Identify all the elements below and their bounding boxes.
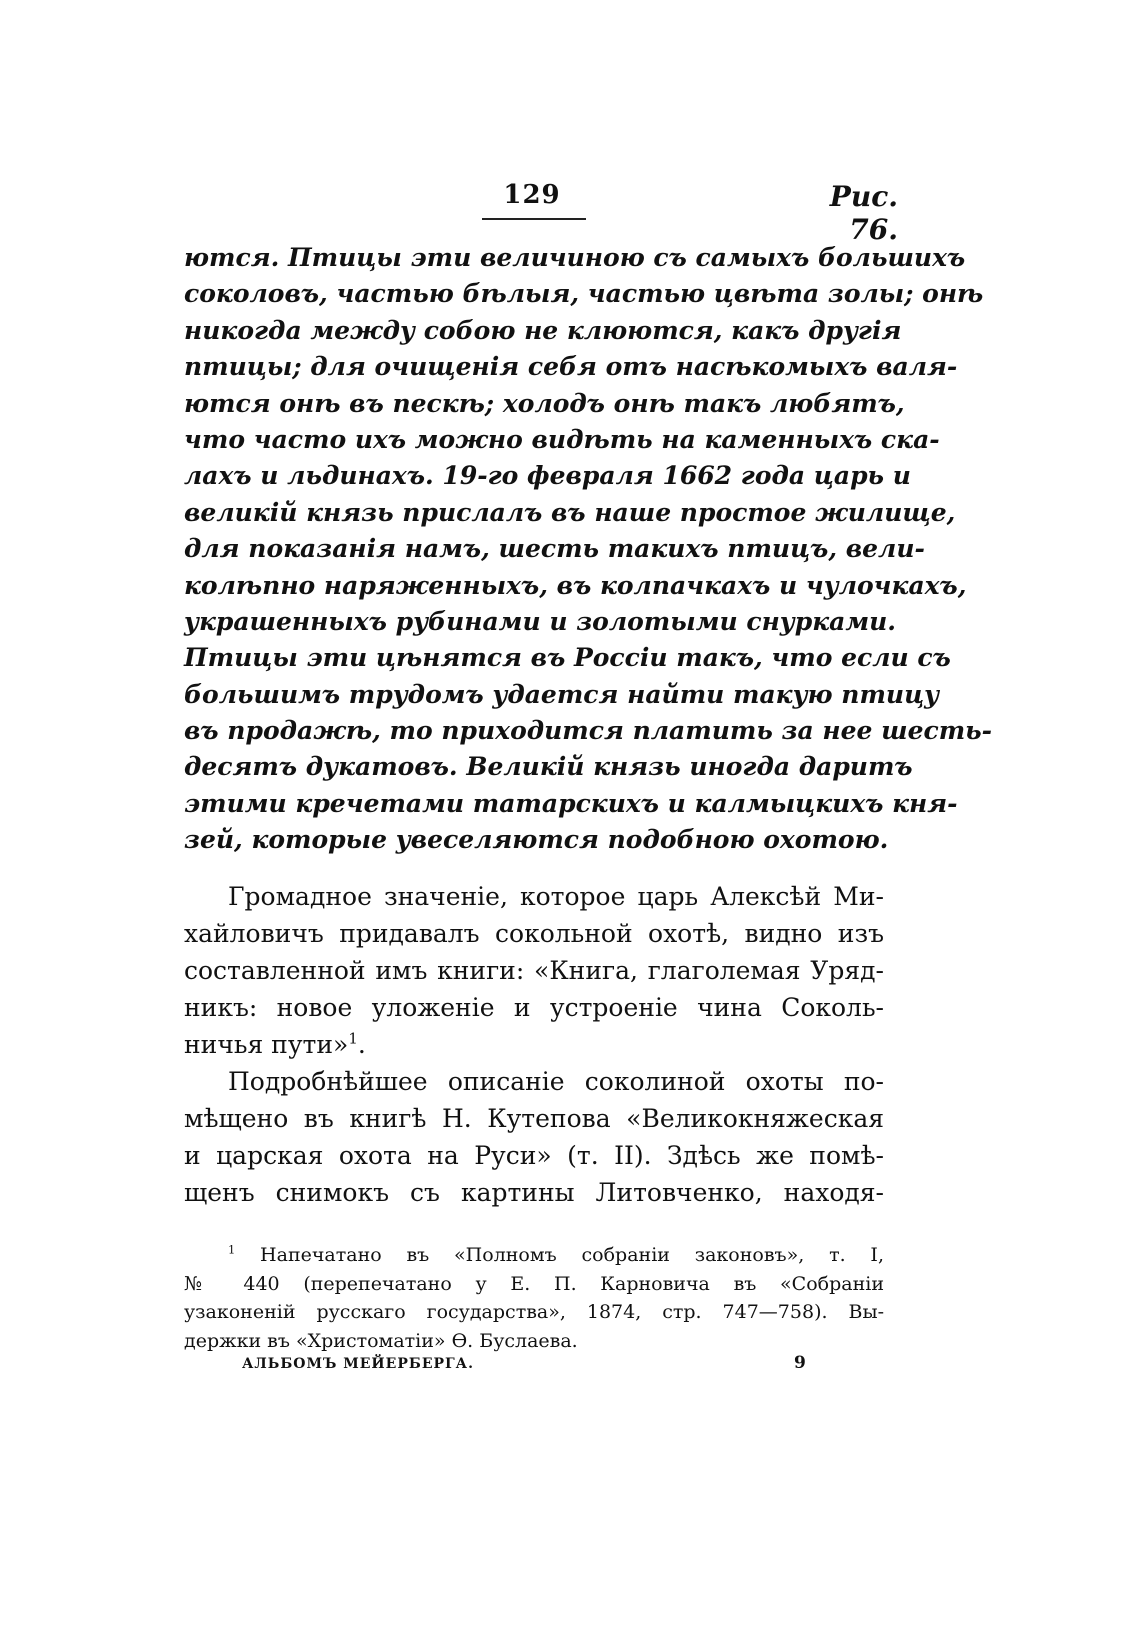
paragraph-falconry-significance (184, 878, 884, 1063)
body-line: составленной имъ книги: «Книга, глаголемая Уряд- (184, 956, 884, 985)
footnote-line: держки въ «Христоматіи» Ѳ. Буслаева. (184, 1329, 578, 1352)
quote-line: зей, которые увеселяются подобною охотою. (184, 825, 889, 855)
figure-reference: Рис. 76. (829, 180, 898, 246)
body-line: и царская охота на Руси» (т. II). Здѣсь же помѣ- (184, 1141, 884, 1170)
quote-line: соколовъ, частью бѣлыя, частью цвѣта золы; онѣ (184, 279, 984, 309)
quote-line: большимъ трудомъ удается найти такую птицу (184, 679, 940, 709)
body-line: мѣщено въ книгѣ Н. Кутепова «Великокняжеская (184, 1104, 884, 1133)
body-line: никъ: новое уложеніе и устроеніе чина Соколь- (184, 993, 884, 1022)
quote-line: великій князь прислалъ въ наше простое жилище, (184, 497, 956, 527)
quote-line: колѣпно наряженныхъ, въ колпачкахъ и чулочкахъ, (184, 570, 967, 600)
body-line: Подробнѣйшее описаніе соколиной охоты по- (228, 1067, 884, 1096)
quote-line: Птицы эти цѣнятся въ Россіи такъ, что если съ (184, 643, 951, 673)
footnote (184, 1241, 884, 1355)
footnote-mark: 1 (228, 1242, 236, 1257)
footnote-reference: 1 (348, 1029, 358, 1048)
sheet-number: 9 (794, 1353, 806, 1373)
italic-quote-block (184, 240, 993, 859)
quote-line: птицы; для очищенія себя отъ насѣкомыхъ валя- (184, 352, 958, 382)
sentence-end: . (357, 1030, 366, 1059)
quote-line: для показанія намъ, шесть такихъ птицъ, вели- (184, 534, 925, 564)
quote-line: что часто ихъ можно видѣть на каменныхъ ска- (184, 424, 940, 454)
body-line (184, 1026, 884, 1063)
footnote-line: узаконеній русскаго государства», 1874, стр. 747—758). Вы- (184, 1301, 884, 1323)
signature-mark: АЛЬБОМЪ МЕЙЕРБЕРГА. (242, 1356, 474, 1372)
quote-line: ются онѣ въ пескѣ; холодъ онѣ такъ любятъ, (184, 388, 905, 418)
quote-line: въ продажѣ, то приходится платить за нее шесть- (184, 716, 993, 746)
quote-line: ются. Птицы эти величиною съ самыхъ большихъ (184, 243, 966, 272)
body-line: щенъ снимокъ съ картины Литовченко, находя- (184, 1178, 884, 1207)
quote-line: этими кречетами татарскихъ и калмыцкихъ кня- (184, 788, 958, 818)
quote-line: украшенныхъ рубинами и золотыми снурками. (184, 606, 896, 636)
body-line: Громадное значеніе, которое царь Алексѣй Ми- (228, 882, 884, 911)
quote-line: никогда между собою не клюются, какъ другія (184, 315, 902, 345)
quote-line: лахъ и льдинахъ. 19-го февраля 1662 года царь и (184, 461, 911, 491)
quote-line: десятъ дукатовъ. Великій князь иногда даритъ (184, 752, 913, 782)
body-line-text: ничья пути» (184, 1030, 349, 1059)
paragraph-kutepov-book (184, 1063, 884, 1211)
footnote-text: Напечатано въ «Полномъ собраніи законовъ», т. I, (260, 1244, 884, 1266)
body-line: хайловичъ придавалъ сокольной охотѣ, видно изъ (184, 919, 884, 948)
header-rule (482, 218, 586, 220)
footnote-line (184, 1241, 884, 1270)
footnote-line: № 440 (перепечатано у Е. П. Карновича въ «Собраніи (184, 1272, 884, 1295)
page-number: 129 (503, 180, 561, 210)
